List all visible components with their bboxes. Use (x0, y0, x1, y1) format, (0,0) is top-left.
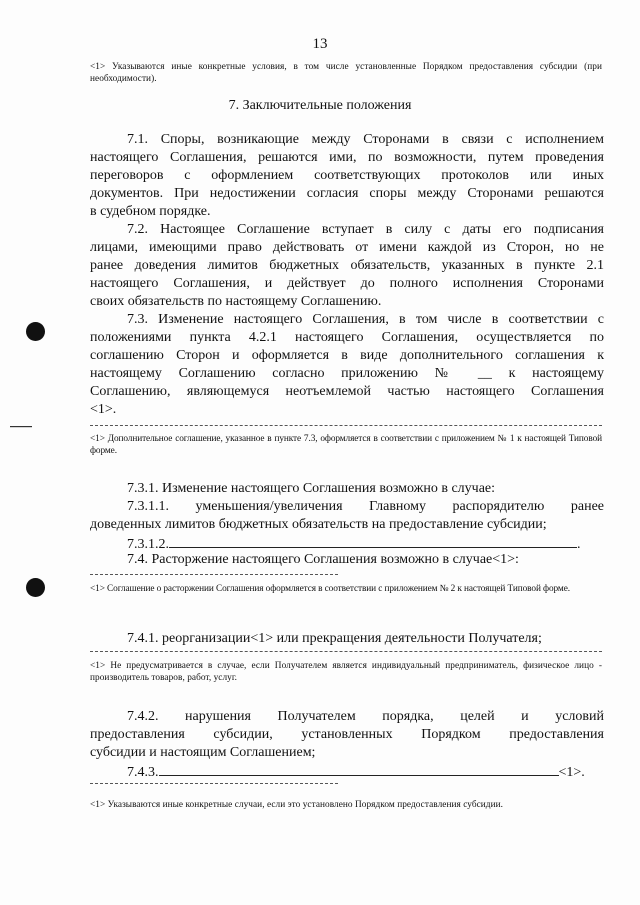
paragraph-line: 7.3.1.1. уменьшения/увеличения Главному распорядителю ранее (127, 499, 604, 514)
paragraph-7-4-2 (90, 708, 604, 762)
paragraph-7-2 (90, 221, 604, 311)
paragraph-7-4-3: 7.4.3. <1>. (90, 761, 604, 782)
paragraph-line: документов. При недостижении согласия споры между Сторонами решаются (90, 186, 604, 201)
footnote-top: <1> Указываются иные конкретные условия, в том числе установленные Порядком предоставления субсидии (при необходимости). (90, 62, 602, 84)
footnote-separator (90, 783, 338, 784)
paragraph-line: субсидии и настоящим Соглашением; (90, 745, 316, 760)
paragraph-line: настоящего Соглашения, и действует до полного исполнения Сторонами (90, 276, 604, 291)
paragraph-line: 7.2. Настоящее Соглашение вступает в силу с даты его подписания (127, 222, 604, 237)
footnote-7-4-3: <1> Указываются иные конкретные случаи, если это установлено Порядком предоставления субсидии. (90, 800, 504, 810)
paragraph-line: лицами, имеющими право действовать от имени каждой из Сторон, но не (90, 240, 604, 255)
paragraph-7-4: 7.4. Расторжение настоящего Соглашения возможно в случае<1>: (127, 552, 519, 567)
paragraph-line: Соглашению, являющемуся неотъемлемой частью настоящего Соглашения (90, 384, 604, 399)
paragraph-7-3-1-1 (90, 498, 604, 534)
paragraph-line: в судебном порядке. (90, 204, 211, 219)
margin-mark (10, 425, 32, 428)
punch-hole (26, 578, 45, 597)
footnote-separator (90, 651, 602, 652)
paragraph-line: предоставления субсидии, установленных Порядком предоставления (90, 727, 604, 742)
fill-in-blank (169, 533, 577, 548)
paragraph-line: соглашению Сторон и оформляется в виде дополнительного соглашения к (90, 348, 604, 363)
paragraph-7-3-1-2: 7.3.1.2. . (90, 533, 604, 554)
paragraph-line: своих обязательств по настоящему Соглашению. (90, 294, 382, 309)
paragraph-line: настоящему Соглашению согласно приложению № __ к настоящему (90, 366, 604, 381)
paragraph-line: <1>. (90, 402, 117, 417)
paragraph-7-3 (90, 311, 604, 419)
paragraph-line: положениями пункта 4.2.1 настоящего Соглашения, осуществляется по (90, 330, 604, 345)
fill-in-blank (159, 761, 559, 776)
paragraph-7-4-1: 7.4.1. реорганизации<1> или прекращения деятельности Получателя; (127, 631, 542, 646)
footnote-7-3: <1> Дополнительное соглашение, указанное в пункте 7.3, оформляется в соответствии с приложением № 1 к настоящей Типовой форме. (90, 434, 602, 456)
punch-hole (26, 322, 45, 341)
footnote-7-4: <1> Соглашение о расторжении Соглашения оформляется в соответствии с приложением № 2 к настоящей Типовой форме. (90, 584, 570, 594)
paragraph-line: переговоров с оформлением соответствующих протоколов или иных (90, 168, 604, 183)
paragraph-7-1 (90, 131, 604, 221)
page-number: 13 (312, 36, 328, 52)
footnote-separator (90, 425, 602, 426)
paragraph-line: 7.1. Споры, возникающие между Сторонами в связи с исполнением (127, 132, 604, 147)
paragraph-line: ранее доведения лимитов бюджетных обязательств, указанных в пункте 2.1 (90, 258, 604, 273)
paragraph-line: 7.4.2. нарушения Получателем порядка, целей и условий (127, 709, 604, 724)
footnote-7-4-1: <1> Не предусматривается в случае, если Получателем является индивидуальный предприниматель, физическое лицо - производитель товаров, работ, услуг. (90, 661, 602, 683)
section-title: 7. Заключительные положения (228, 98, 412, 113)
paragraph-line: настоящего Соглашения, решаются ими, по возможности, путем проведения (90, 150, 604, 165)
paragraph-line: доведенных лимитов бюджетных обязательств на предоставление субсидии; (90, 517, 547, 532)
footnote-separator (90, 574, 338, 575)
paragraph-7-3-1: 7.3.1. Изменение настоящего Соглашения возможно в случае: (127, 481, 496, 496)
paragraph-line: 7.3. Изменение настоящего Соглашения, в том числе в соответствии с (127, 312, 604, 327)
